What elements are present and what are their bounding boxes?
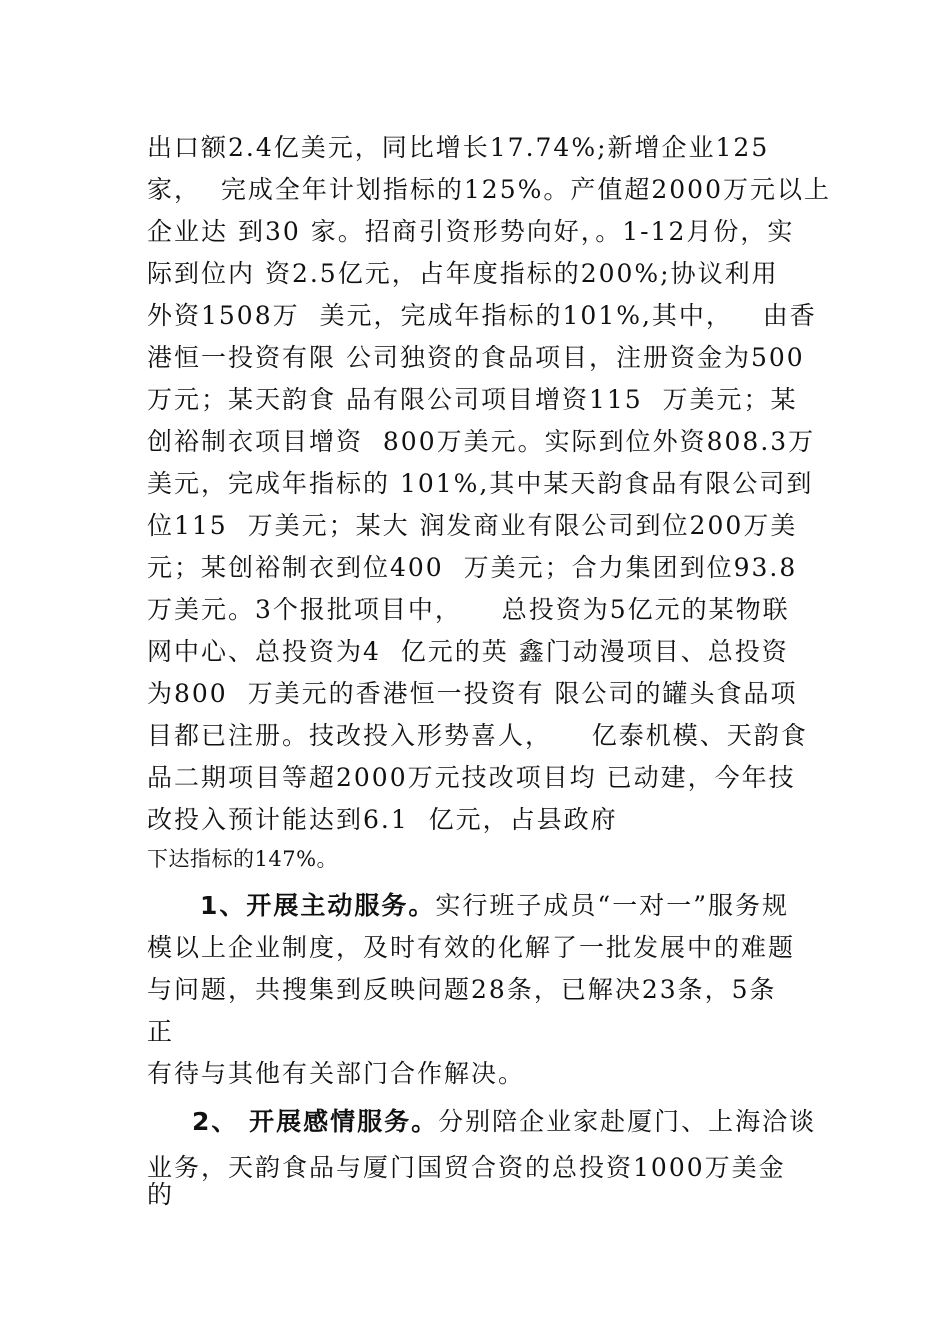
text-line: 万元；某天韵食 品有限公司项目增资115 万美元；某 [147, 385, 798, 414]
text-line: 出口额2.4亿美元，同比增长17.74%;新增企业125 [147, 133, 770, 162]
text-line: 下达指标的147%。 [147, 847, 339, 871]
text-line: 外资1508万 美元，完成年指标的101%,其中， 由香 [147, 301, 817, 330]
text-line: 美元，完成年指标的 101%,其中某天韵食品有限公司到 [147, 469, 814, 498]
text-line: 的 [147, 1180, 175, 1209]
text-run: 实行班子成员“一对一”服务规 [435, 891, 789, 920]
text-line: 万美元。3个报批项目中， 总投资为5亿元的某物联 [147, 595, 790, 624]
text-line: 家， 完成全年计划指标的125%。产值超2000万元以上 [147, 175, 831, 204]
text-line: 有待与其他有关部门合作解决。 [147, 1059, 526, 1088]
list-item-1-first-line [200, 885, 789, 927]
text-line: 网中心、总投资为4 亿元的英 鑫门动漫项目、总投资 [147, 637, 789, 666]
text-line: 品二期项目等超2000万元技改项目均 已动建，今年技 [147, 763, 796, 792]
text-line: 企业达 到30 家。招商引资形势向好，。1-12月份，实 [147, 217, 795, 246]
text-line: 创裕制衣项目增资 800万美元。实际到位外资808.3万 [147, 427, 816, 456]
text-line: 港恒一投资有限 公司独资的食品项目，注册资金为500 [147, 343, 805, 372]
text-line: 位115 万美元；某大 润发商业有限公司到位200万美 [147, 511, 798, 540]
text-line: 目都已注册。技改投入形势喜人， 亿泰机模、天韵食 [147, 721, 808, 750]
list-item-2-first-line [192, 1101, 816, 1143]
list-item-2-heading: 2、 开展感情服务。 [192, 1107, 439, 1136]
text-line: 为800 万美元的香港恒一投资有 限公司的罐头食品项 [147, 679, 798, 708]
text-line: 模以上企业制度，及时有效的化解了一批发展中的难题 [147, 933, 796, 962]
text-line: 业务，天韵食品与厦门国贸合资的总投资1000万美金 [147, 1153, 786, 1182]
text-line: 际到位内 资2.5亿元，占年度指标的200%;协议利用 [147, 259, 779, 288]
text-line: 与问题，共搜集到反映问题28条，已解决23条，5条 [147, 975, 777, 1004]
list-item-1-heading: 1、开展主动服务。 [200, 891, 436, 920]
text-line: 改投入预计能达到6.1 亿元，占县政府 [147, 805, 618, 834]
text-run: 分别陪企业家赴厦门、上海洽谈 [438, 1107, 817, 1136]
text-line: 正 [147, 1017, 175, 1046]
text-line: 元；某创裕制衣到位400 万美元；合力集团到位93.8 [147, 553, 798, 582]
